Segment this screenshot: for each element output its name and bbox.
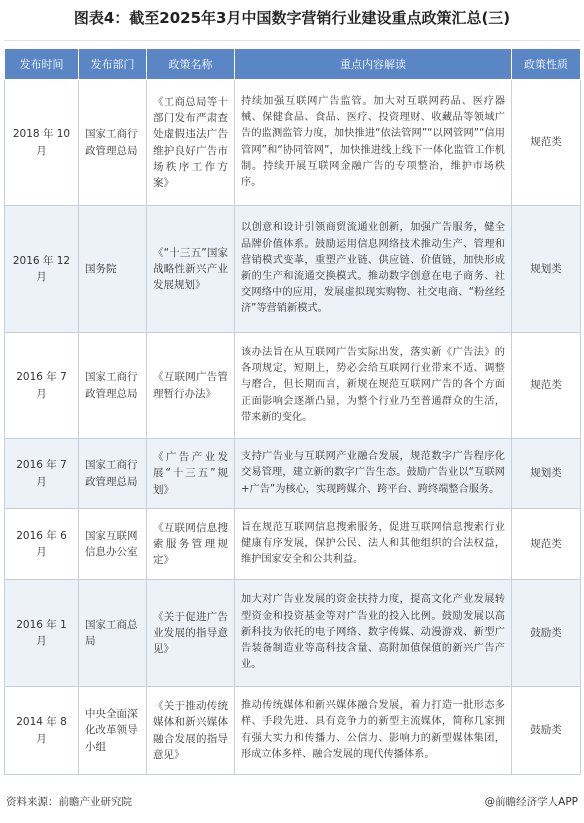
cell-dept: 国家工商行政管理总局 [79, 439, 147, 509]
cell-nature: 规划类 [512, 206, 581, 333]
cell-content: 该办法旨在从互联网广告实际出发，落实新《广告法》的各项规定，短期上，势必会给互联网行业带来不适、调整与磨合，但长期而言，新规在规范互联网广告的各个方面正面影响会逐渐凸显，为整个行业乃至普通群众的生活，带来新的变化。 [235, 333, 512, 439]
cell-dept: 国家工商总局 [79, 580, 147, 687]
cell-nature: 鼓励类 [512, 580, 581, 687]
cell-content: 加大对广告业发展的资金扶持力度，提高文化产业发展转型资金和投资基金等对广告业的投入比例。鼓励发展以高新科技为依托的电子网络、数字传媒、动漫游戏、新型广告装备制造业等高科技含量、高附加值保值的新兴广告产业。 [235, 580, 512, 687]
cell-policy-name: 《互联网信息搜索服务管理规定》 [147, 509, 235, 580]
source-note: 资料来源：前瞻产业研究院 [6, 796, 132, 808]
cell-nature: 规范类 [512, 80, 581, 206]
table-row [5, 333, 581, 439]
cell-date: 2016 年 12 月 [5, 206, 79, 333]
cell-policy-name: 《工商总局等十部门发布严肃查处虚假违法广告维护良好广告市场秩序工作方案》 [147, 80, 235, 206]
cell-content: 旨在规范互联网信息搜索服务，促进互联网信息搜索行业健康有序发展，保护公民、法人和其他组织的合法权益，维护国家安全和公共利益。 [235, 509, 512, 580]
cell-policy-name: 《广告产业发展“十三五”规划》 [147, 439, 235, 509]
cell-date: 2016 年 6 月 [5, 509, 79, 580]
footer [0, 792, 584, 812]
cell-dept: 国务院 [79, 206, 147, 333]
table-row [5, 509, 581, 580]
cell-dept: 国家互联网信息办公室 [79, 509, 147, 580]
header-content: 重点内容解读 [235, 49, 512, 80]
header-nature: 政策性质 [512, 49, 581, 80]
table-row [5, 580, 581, 687]
page-title: 图表4：截至2025年3月中国数字营销行业建设重点政策汇总(三) [73, 9, 511, 27]
cell-dept: 中央全面深化改革领导小组 [79, 687, 147, 775]
header-date: 发布时间 [5, 49, 79, 80]
header-name: 政策名称 [147, 49, 235, 80]
cell-date: 2016 年 1 月 [5, 580, 79, 687]
cell-policy-name: 《互联网广告管理暂行办法》 [147, 333, 235, 439]
table-row [5, 439, 581, 509]
cell-content: 以创意和设计引领商贸流通业创新，加强广告服务，健全品牌价值体系。鼓励运用信息网络技术推动生产、管理和营销模式变革，重塑产业链、供应链、价值链，加快形成新的生产和流通交换模式。推动数字创意在电子商务、社交网络中的应用，发展虚拟现实购物、社交电商、“粉丝经济”等营销新模式。 [235, 206, 512, 333]
cell-policy-name: 《关于促进广告业发展的指导意见》 [147, 580, 235, 687]
cell-date: 2018 年 10 月 [5, 80, 79, 206]
cell-dept: 国家工商行政管理总局 [79, 333, 147, 439]
cell-policy-name: 《关于推动传统媒体和新兴媒体融合发展的指导意见》 [147, 687, 235, 775]
cell-content: 推动传统媒体和新兴媒体融合发展，着力打造一批形态多样、手段先进、具有竞争力的新型主流媒体，简称几家拥有强大实力和传播力、公信力、影响力的新型媒体集团，形成立体多样、融合发展的现代传播体系。 [235, 687, 512, 775]
cell-nature: 规范类 [512, 509, 581, 580]
table-row [5, 206, 581, 333]
cell-content: 持续加强互联网广告监管。加大对互联网药品、医疗器械、保健食品、食品、医疗、投资理财、收藏品等领域广告的监测监管力度，加快推进“依法管网”“以网管网”“信用管网”和“协同管网”，加快推进线上线下一体化监管工作机制。持续开展互联网金融广告的专项整治，维护市场秩序。 [235, 80, 512, 206]
title-divider [4, 40, 580, 41]
cell-date: 2016 年 7 月 [5, 439, 79, 509]
cell-content: 支持广告业与互联网产业融合发展，规范数字广告程序化交易管理，建立新的数字广告生态。鼓励广告业以“互联网+广告”为核心，实现跨媒介、跨平台、跨终端整合服务。 [235, 439, 512, 509]
cell-dept: 国家工商行政管理总局 [79, 80, 147, 206]
table-row [5, 80, 581, 206]
cell-nature: 规划类 [512, 439, 581, 509]
policy-table [4, 48, 581, 775]
cell-nature: 规范类 [512, 333, 581, 439]
cell-date: 2014 年 8 月 [5, 687, 79, 775]
brand-credit: @前瞻经济学人APP [484, 796, 578, 808]
cell-policy-name: 《“十三五”国家战略性新兴产业发展规划》 [147, 206, 235, 333]
header-dept: 发布部门 [79, 49, 147, 80]
table-header-row [5, 49, 581, 80]
cell-date: 2016 年 7 月 [5, 333, 79, 439]
cell-nature: 鼓励类 [512, 687, 581, 775]
table-row [5, 687, 581, 775]
